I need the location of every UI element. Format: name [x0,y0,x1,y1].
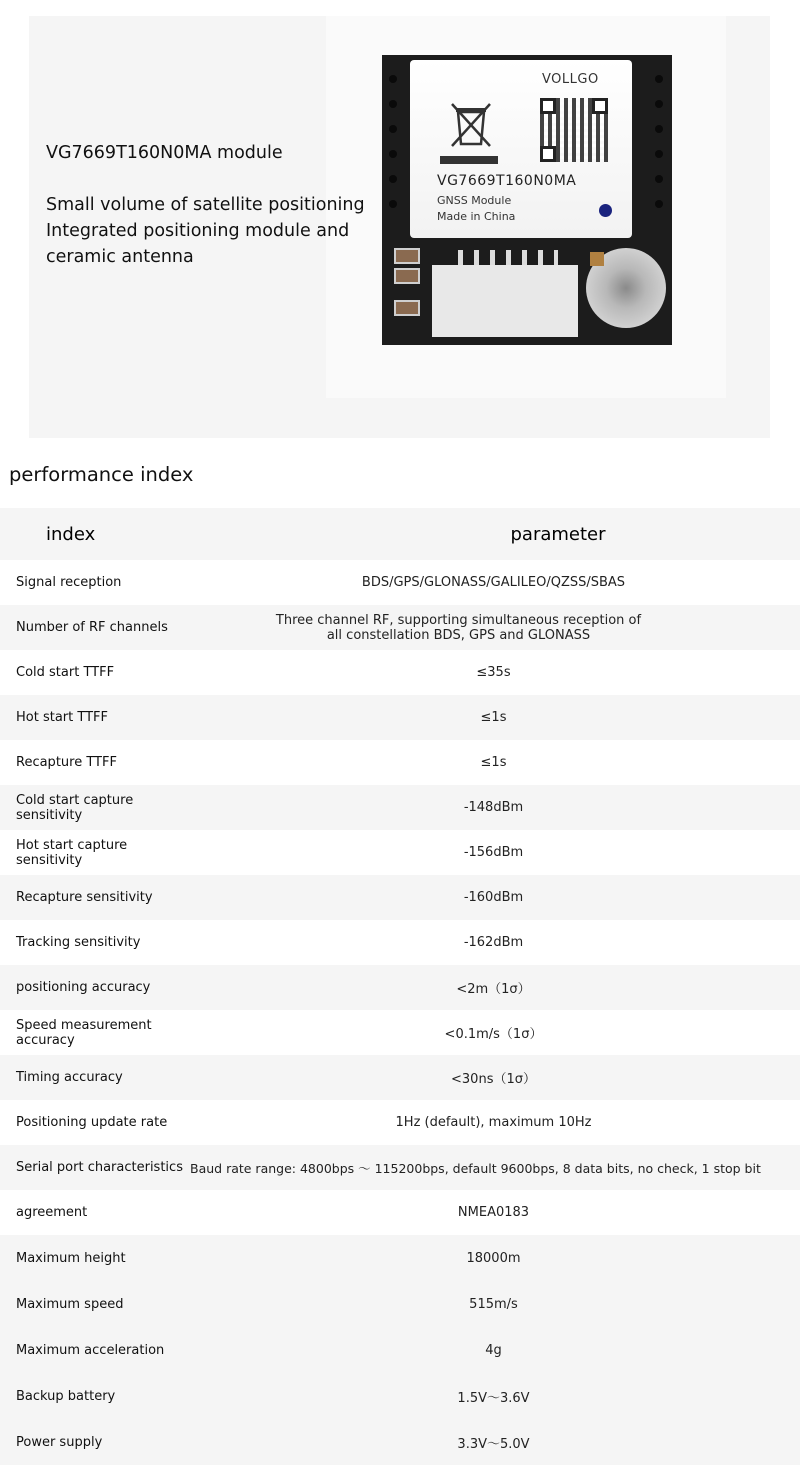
connector-housing [432,265,578,337]
table-row [0,560,800,605]
row-parameter: 18000m [187,1235,800,1281]
row-parameter: ≤1s [480,755,507,770]
row-index: Hot start capture sensitivity [16,837,128,868]
section-title: performance index [9,463,194,486]
battery-tab [590,252,604,266]
row-parameter: Three channel RF, supporting simultaneous reception of all constellation BDS, GPS and GLONASS [187,605,800,650]
row-index: Timing accuracy [0,1055,187,1100]
row-index: agreement [16,1205,88,1220]
row-index: Number of RF channels [0,605,187,650]
row-index: positioning accuracy [0,965,187,1010]
smd-component [394,300,420,316]
row-index: Positioning update rate [16,1115,168,1130]
hero-text [46,140,376,270]
edge-pin [389,175,397,183]
row-parameter: <0.1m/s（1σ） [444,1027,543,1042]
table-header-row [0,508,800,560]
smd-component [394,248,420,264]
row-parameter: 4g [187,1327,800,1373]
row-parameter: 515m/s [187,1281,800,1327]
row-parameter: <30ns（1σ） [187,1055,800,1100]
pin1-marker [599,204,612,217]
row-parameter: BDS/GPS/GLONASS/GALILEO/QZSS/SBAS [361,575,626,590]
row-parameter: Baud rate range: 4800bps ～ 115200bps, default 9600bps, 8 data bits, no check, 1 stop bit [187,1145,800,1190]
hero-description: Small volume of satellite positioning Integrated positioning module and ceramic antenna [46,195,365,267]
row-index: Cold start capture sensitivity [0,785,187,830]
row-index: Maximum height [0,1235,187,1281]
table-row [0,1100,800,1145]
table-row [0,1010,800,1055]
module-label-lines [437,193,515,225]
table-row [0,965,800,1010]
row-parameter: 3.3V～5.0V [187,1419,800,1465]
row-parameter: NMEA0183 [457,1205,530,1220]
weee-bar [440,156,498,164]
row-parameter: -162dBm [463,935,524,950]
table-row [0,785,800,830]
table-row [0,1419,800,1465]
edge-pin [389,75,397,83]
row-index: Maximum speed [0,1281,187,1327]
edge-pin [389,125,397,133]
column-header-index: index [0,508,187,560]
row-parameter: -160dBm [187,875,800,920]
row-index: Power supply [0,1419,187,1465]
qr-finder [540,146,556,162]
row-parameter: 1.5V～3.6V [187,1373,800,1419]
table-row [0,1281,800,1327]
table-row [0,1145,800,1190]
qr-finder [592,98,608,114]
table-row [0,1373,800,1419]
row-index: Recapture TTFF [16,755,117,770]
smd-component [394,268,420,284]
table-row [0,695,800,740]
table-row [0,830,800,875]
table-row [0,1235,800,1281]
edge-pin [655,125,663,133]
table-row [0,605,800,650]
table-row [0,920,800,965]
qr-finder [540,98,556,114]
row-index: Signal reception [16,575,122,590]
edge-pin [655,200,663,208]
row-parameter: ≤1s [187,695,800,740]
brand-logo: VOLLGO [542,72,599,87]
edge-pin [655,100,663,108]
row-parameter: ≤35s [476,665,511,680]
row-index: Recapture sensitivity [0,875,187,920]
row-index: Serial port characteristics [0,1145,187,1190]
module-label-line: Made in China [437,210,516,223]
weee-bin-icon [448,100,494,150]
edge-pin [389,100,397,108]
row-parameter: 1Hz (default), maximum 10Hz [395,1115,592,1130]
performance-table [0,508,800,1465]
table-row [0,1327,800,1373]
edge-pin [655,175,663,183]
row-index: Tracking sensitivity [16,935,141,950]
row-index: Backup battery [0,1373,187,1419]
table-row [0,740,800,785]
table-row [0,1190,800,1235]
edge-pin [655,75,663,83]
edge-pin [389,150,397,158]
table-row [0,1055,800,1100]
table-row [0,875,800,920]
row-parameter: -148dBm [187,785,800,830]
row-index: Maximum acceleration [0,1327,187,1373]
row-index: Hot start TTFF [0,695,187,740]
hero-title: VG7669T160N0MA module [46,143,283,163]
row-index: Cold start TTFF [16,665,115,680]
row-parameter: -156dBm [463,845,524,860]
column-header-parameter: parameter [187,508,800,560]
edge-pin [655,150,663,158]
module-label-line: GNSS Module [437,194,512,207]
table-row [0,650,800,695]
row-index: Speed measurement accuracy [16,1017,152,1048]
row-parameter: <2m（1σ） [187,965,800,1010]
module-part-number: VG7669T160N0MA [437,173,577,189]
edge-pin [389,200,397,208]
